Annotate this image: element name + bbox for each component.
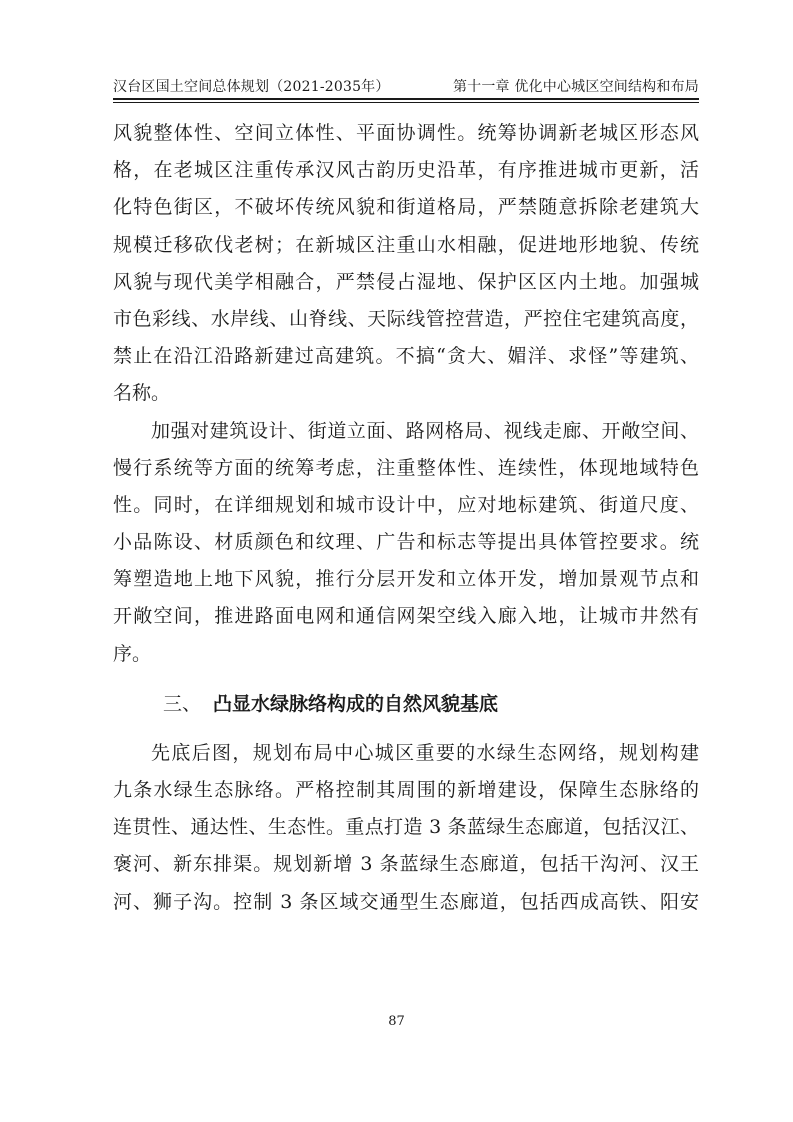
header-chapter-title: 第十一章 优化中心城区空间结构和布局 (452, 79, 699, 95)
header-document-title: 汉台区国土空间总体规划（2021-2035年） (113, 79, 390, 95)
text-line: 风貌与现代美学相融合，严禁侵占湿地、保护区区内土地。加强城 (113, 270, 699, 293)
paragraph-1 (113, 115, 699, 413)
section-title: 凸显水绿脉络构成的自然风貌基底 (213, 692, 499, 715)
text-line: 性。同时，在详细规划和城市设计中，应对地标建筑、街道尺度、 (113, 493, 699, 516)
text-line: 格，在老城区注重传承汉风古韵历史沿革，有序推进城市更新，活 (113, 159, 699, 182)
text-line: 褒河、新东排渠。规划新增 3 条蓝绿生态廊道，包括干沟河、汉王 (113, 853, 699, 876)
text-line: 名称。 (113, 382, 171, 405)
text-line: 九条水绿生态脉络。严格控制其周围的新增建设，保障生态脉络的 (113, 779, 699, 801)
text-line: 规模迁移砍伐老树；在新城区注重山水相融，促进地形地貌、传统 (113, 233, 699, 256)
section-number: 三、 (163, 692, 202, 715)
text-line: 风貌整体性、空间立体性、平面协调性。统筹协调新老城区形态风 (113, 122, 699, 144)
header-rule-thin (113, 102, 699, 103)
text-line: 序。 (113, 642, 152, 665)
text-line: 化特色街区，不破坏传统风貌和街道格局，严禁随意拆除老建筑大 (113, 196, 699, 219)
paragraph-2 (113, 413, 699, 673)
text-line: 连贯性、通达性、生态性。重点打造 3 条蓝绿生态廊道，包括汉江、 (113, 816, 699, 839)
text-line: 加强对建筑设计、街道立面、路网格局、视线走廊、开敞空间、 (151, 419, 699, 442)
text-line: 先底后图，规划布局中心城区重要的水绿生态网络，规划构建 (151, 741, 699, 764)
text-line: 小品陈设、材质颜色和纹理、广告和标志等提出具体管控要求。统 (113, 531, 699, 554)
text-line: 禁止在沿江沿路新建过高建筑。不搞“贪大、媚洋、求怪”等建筑、 (113, 345, 699, 368)
text-line: 筹塑造地上地下风貌，推行分层开发和立体开发，增加景观节点和 (113, 568, 699, 591)
text-line: 市色彩线、水岸线、山脊线、天际线管控营造，严控住宅建筑高度， (113, 307, 699, 330)
running-header (113, 74, 699, 96)
section-heading (113, 677, 699, 731)
page-number: 87 (388, 1014, 405, 1029)
header-rule-thick (113, 98, 699, 100)
text-line: 河、狮子沟。控制 3 条区域交通型生态廊道，包括西成高铁、阳安 (113, 890, 699, 913)
paragraph-3 (113, 735, 699, 921)
text-line: 慢行系统等方面的统筹考虑，注重整体性、连续性，体现地域特色 (113, 456, 699, 479)
text-line: 开敞空间，推进路面电网和通信网架空线入廊入地，让城市井然有 (113, 605, 699, 628)
page-body (113, 115, 699, 921)
